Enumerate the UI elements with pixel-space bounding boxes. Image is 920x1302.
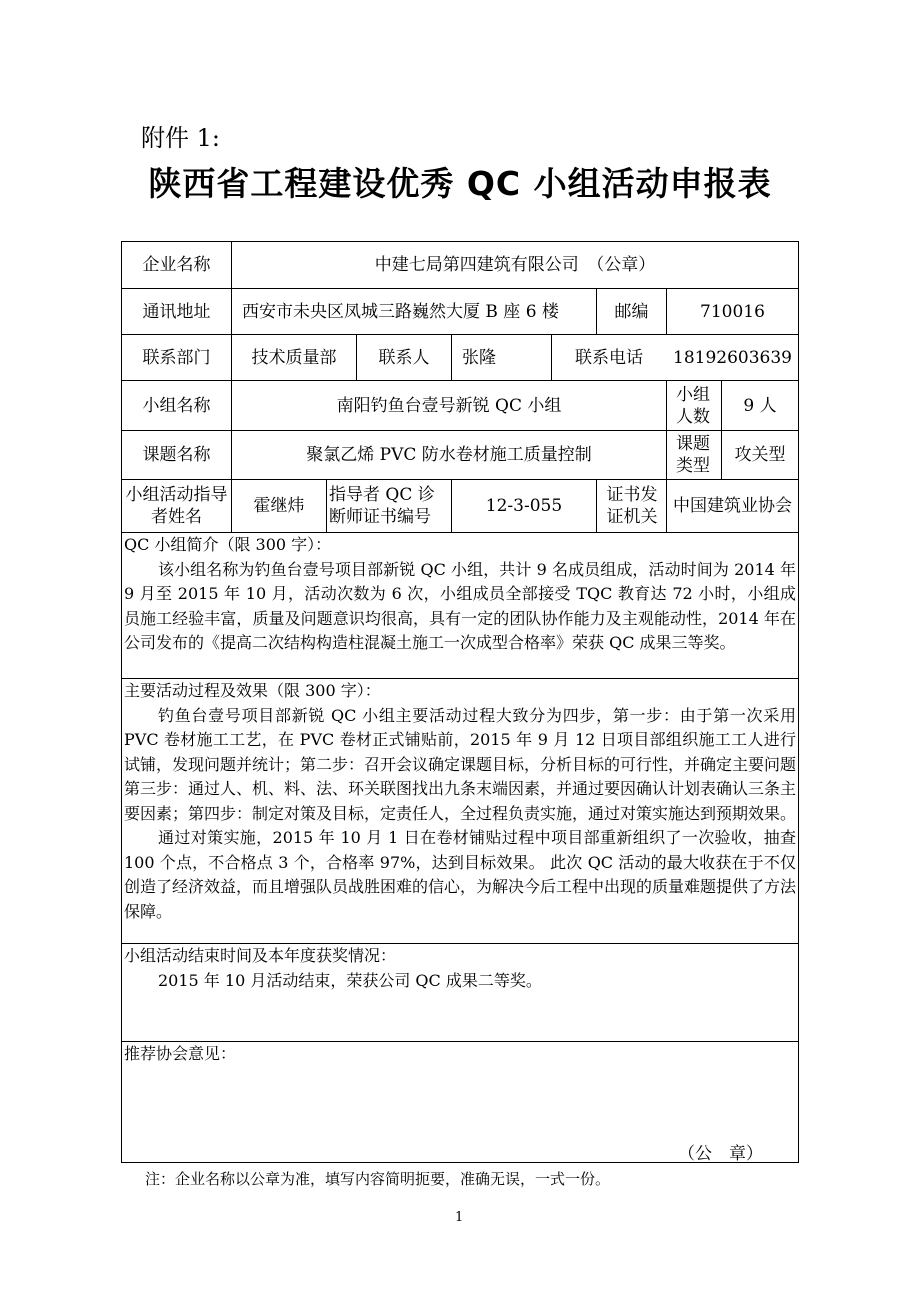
topic-type-label: 课题类型 bbox=[676, 434, 710, 476]
cert-no-value: 12-3-055 bbox=[485, 496, 563, 516]
opinion-heading: 推荐协会意见： bbox=[124, 1044, 237, 1063]
enterprise-label: 企业名称 bbox=[142, 255, 211, 275]
process-paragraph-1: 钓鱼台壹号项目部新锐 QC 小组主要活动过程大致分为四步，第一步：由于第一次采用 PVC 卷材施工工艺，在 PVC 卷材正式铺贴前，2015 年 9 月 12 日项目部组织施工工人进行试铺，发现问题并统计；第二步：召开会议确定课题目标，分析目标的可行性，并确定主要问题 第三步：通过人、机、料、法、环关联图找出九条末端因素，并通过要因确认计划表确认三条主要因素；第四步：制定对策及目标，定责任人，全过程负责实施，通过对策实施达到预期效果。 bbox=[124, 705, 797, 823]
col-divider bbox=[666, 380, 667, 479]
dept-label: 联系部门 bbox=[142, 347, 211, 368]
page-title: 陕西省工程建设优秀 QC 小组活动申报表 bbox=[148, 164, 772, 203]
process-section bbox=[122, 679, 798, 924]
members-label: 小组人数 bbox=[676, 384, 710, 427]
intro-text: 该小组名称为钓鱼台壹号项目部新锐 QC 小组，共计 9 名成员组成，活动时间为 2014 年 9 月至 2015 年 10 月，活动次数为 6 次，小组成员全部接受 TQC 教育达 72 小时，小组成员施工经验丰富，质量及问题意识均很高，具有一定的团队协作能力及主观能动性，2014 年在公司发布的《提高二次结构构造柱混凝土施工一次成型合格率》荣获 QC 成果三等奖。 bbox=[124, 559, 796, 652]
phone-label: 联系电话 bbox=[575, 347, 643, 368]
mentor-label: 小组活动指导者姓名 bbox=[125, 485, 228, 527]
process-paragraph-2: 通过对策实施，2015 年 10 月 1 日在卷材铺贴过程中项目部重新组织了一次验收，抽查 100 个点，不合格点 3 个，合格率 97%，达到目标效果。 此次 QC 活动的最大收获在于不仅创造了经济效益，而且增强队员战胜困难的信心，为解决今后工程中出现的质量难题提供了方法保障。 bbox=[124, 828, 797, 921]
group-label: 小组名称 bbox=[142, 395, 211, 416]
opinion-section bbox=[122, 1042, 798, 1067]
address-label: 通讯地址 bbox=[142, 301, 211, 322]
group-value: 南阳钓鱼台壹号新锐 QC 小组 bbox=[336, 395, 562, 416]
col-divider bbox=[666, 479, 667, 532]
enterprise-value: 中建七局第四建筑有限公司 （公章） bbox=[374, 255, 656, 275]
awards-text: 2015 年 10 月活动结束，荣获公司 QC 成果二等奖。 bbox=[158, 970, 542, 990]
cert-no-label: 指导者 QC 诊断师证书编号 bbox=[329, 485, 435, 527]
issuer-label: 证书发证机关 bbox=[606, 485, 658, 527]
seal-placeholder: （公 章） bbox=[678, 1144, 763, 1164]
phone-value: 18192603639 bbox=[673, 347, 792, 368]
dept-value: 技术质量部 bbox=[251, 347, 337, 368]
awards-heading: 小组活动结束时间及本年度获奖情况： bbox=[124, 946, 397, 965]
page-number: 1 bbox=[455, 1210, 464, 1225]
awards-section bbox=[122, 944, 798, 993]
topic-value: 聚氯乙烯 PVC 防水卷材施工质量控制 bbox=[306, 445, 592, 465]
address-value: 西安市未央区凤城三路巍然大厦 B 座 6 楼 bbox=[242, 301, 559, 322]
topic-type-value: 攻关型 bbox=[734, 445, 786, 465]
attachment-label: 附件 1: bbox=[141, 124, 220, 152]
members-value: 9 人 bbox=[743, 395, 777, 416]
footer-note: 注：企业名称以公章为准，填写内容简明扼要，准确无误，一式一份。 bbox=[145, 1170, 611, 1188]
process-heading: 主要活动过程及效果（限 300 字）： bbox=[124, 681, 381, 700]
contact-label: 联系人 bbox=[378, 347, 430, 368]
postcode-value: 710016 bbox=[700, 301, 765, 322]
postcode-label: 邮编 bbox=[614, 301, 649, 322]
col-divider bbox=[596, 479, 597, 532]
intro-heading: QC 小组简介（限 300 字）： bbox=[124, 535, 332, 554]
col-divider bbox=[326, 479, 327, 532]
issuer-value: 中国建筑业协会 bbox=[673, 496, 792, 516]
contact-value: 张隆 bbox=[462, 347, 496, 368]
topic-label: 课题名称 bbox=[142, 445, 211, 465]
intro-section bbox=[122, 533, 798, 656]
mentor-value: 霍继炜 bbox=[253, 496, 305, 516]
